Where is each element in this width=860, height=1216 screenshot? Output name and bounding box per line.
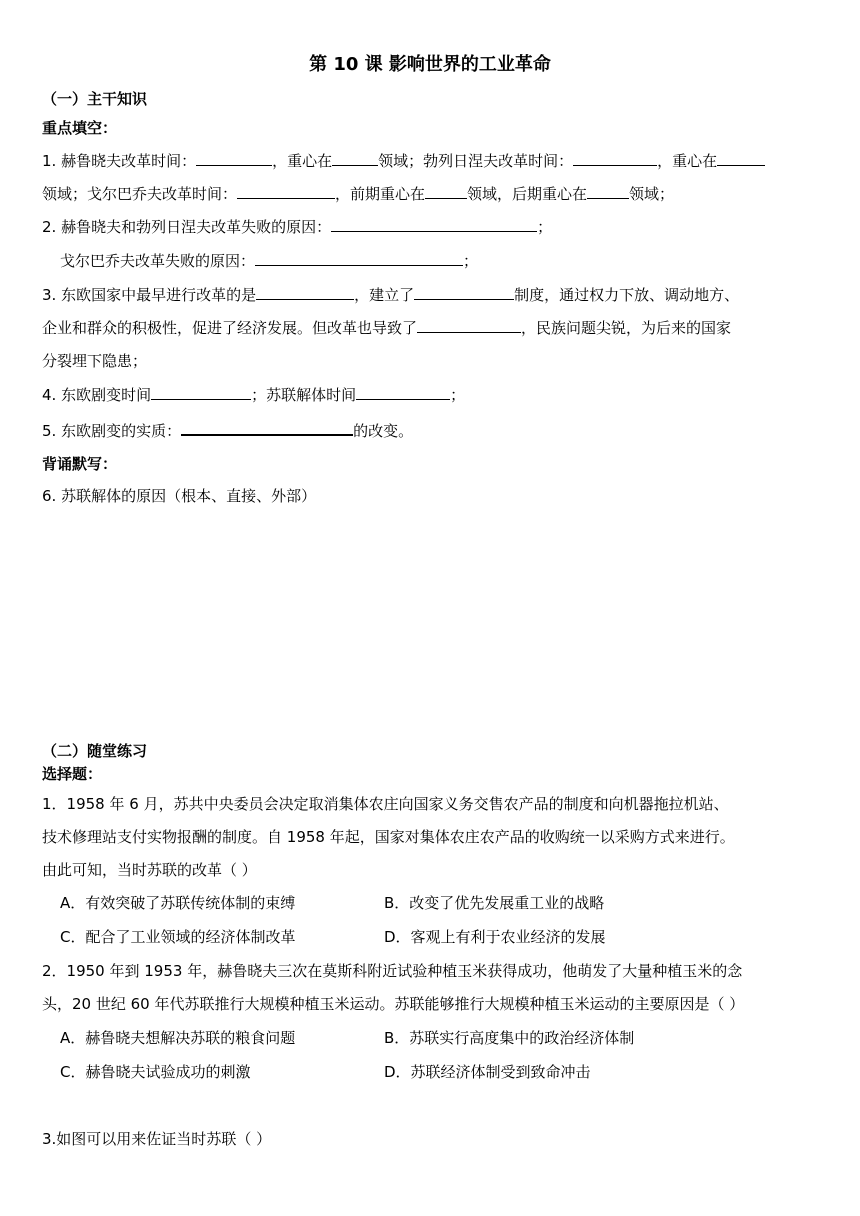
question-4: 4. 东欧剧变时间 ；苏联解体时间 ； bbox=[42, 386, 466, 404]
blank-field[interactable] bbox=[425, 183, 467, 199]
blank-field[interactable] bbox=[332, 150, 378, 166]
fill-blank-heading: 重点填空： bbox=[42, 119, 118, 137]
question-3-line-1: 3. 东欧国家中最早进行改革的是 ，建立了 制度，通过权力下放、调动地方、 bbox=[42, 286, 740, 304]
mc1-stem-line-3: 由此可知，当时苏联的改革（ ） bbox=[42, 861, 257, 879]
mc1-stem-line-1: 1．1958 年 6 月，苏共中央委员会决定取消集体农庄向国家义务交售农产品的制度和向机器拖拉机站、 bbox=[42, 795, 729, 813]
question-1-line-2: 领域；戈尔巴乔夫改革时间： ，前期重心在 领域，后期重心在 领域； bbox=[42, 185, 675, 203]
mc1-option-d[interactable]: D．客观上有利于农业经济的发展 bbox=[384, 928, 606, 946]
mc2-stem-line-1: 2．1950 年到 1953 年，赫鲁晓夫三次在莫斯科附近试验种植玉米获得成功，他萌发了大量种植玉米的念 bbox=[42, 962, 743, 980]
question-2-line-2: 戈尔巴乔夫改革失败的原因： ； bbox=[60, 252, 479, 270]
mc1-option-c[interactable]: C．配合了工业领域的经济体制改革 bbox=[60, 928, 296, 946]
question-6: 6. 苏联解体的原因（根本、直接、外部） bbox=[42, 487, 317, 505]
blank-field[interactable] bbox=[151, 384, 251, 400]
page-title: 第 10 课 影响世界的工业革命 bbox=[309, 54, 551, 75]
blank-field[interactable] bbox=[414, 284, 514, 300]
blank-field[interactable] bbox=[196, 150, 272, 166]
mc1-option-a[interactable]: A．有效突破了苏联传统体制的束缚 bbox=[60, 894, 296, 912]
question-3-line-2: 企业和群众的积极性，促进了经济发展。但改革也导致了 ，民族问题尖锐，为后来的国家 bbox=[42, 319, 732, 337]
recite-heading: 背诵默写： bbox=[42, 455, 118, 473]
question-5: 5. 东欧剧变的实质： 的改变。 bbox=[42, 419, 413, 442]
blank-field[interactable] bbox=[356, 384, 450, 400]
choice-heading: 选择题： bbox=[42, 765, 103, 783]
mc2-stem-line-2: 头，20 世纪 60 年代苏联推行大规模种植玉米运动。苏联能够推行大规模种植玉米运动的主要原因是（ ） bbox=[42, 995, 745, 1013]
section-heading-main-knowledge: （一）主干知识 bbox=[42, 90, 148, 108]
question-2-line-1: 2. 赫鲁晓夫和勃列日涅夫改革失败的原因： ； bbox=[42, 218, 553, 236]
blank-field[interactable] bbox=[237, 183, 335, 199]
question-1-line-1: 1. 赫鲁晓夫改革时间： ，重心在 领域；勃列日涅夫改革时间： ，重心在 bbox=[42, 150, 765, 172]
blank-field[interactable] bbox=[255, 250, 463, 266]
blank-field[interactable] bbox=[256, 284, 354, 300]
mc1-stem-line-2: 技术修理站支付实物报酬的制度。自 1958 年起，国家对集体农庄农产品的收购统一以采购方式来进行。 bbox=[42, 828, 735, 846]
mc2-option-b[interactable]: B．苏联实行高度集中的政治经济体制 bbox=[384, 1029, 635, 1047]
question-3-line-3: 分裂埋下隐患； bbox=[42, 352, 148, 370]
mc2-option-a[interactable]: A．赫鲁晓夫想解决苏联的粮食问题 bbox=[60, 1029, 296, 1047]
mc1-option-b[interactable]: B．改变了优先发展重工业的战略 bbox=[384, 894, 605, 912]
blank-field[interactable] bbox=[331, 216, 537, 232]
blank-field[interactable] bbox=[717, 150, 765, 166]
blank-field[interactable] bbox=[417, 317, 521, 333]
blank-field[interactable] bbox=[573, 150, 657, 166]
mc2-option-d[interactable]: D．苏联经济体制受到致命冲击 bbox=[384, 1063, 591, 1081]
blank-field[interactable] bbox=[181, 419, 353, 436]
section-heading-practice: （二）随堂练习 bbox=[42, 742, 148, 760]
mc3-stem-line-1: 3.如图可以用来佐证当时苏联（ ） bbox=[42, 1130, 272, 1148]
blank-field[interactable] bbox=[587, 183, 629, 199]
mc2-option-c[interactable]: C．赫鲁晓夫试验成功的刺激 bbox=[60, 1063, 251, 1081]
